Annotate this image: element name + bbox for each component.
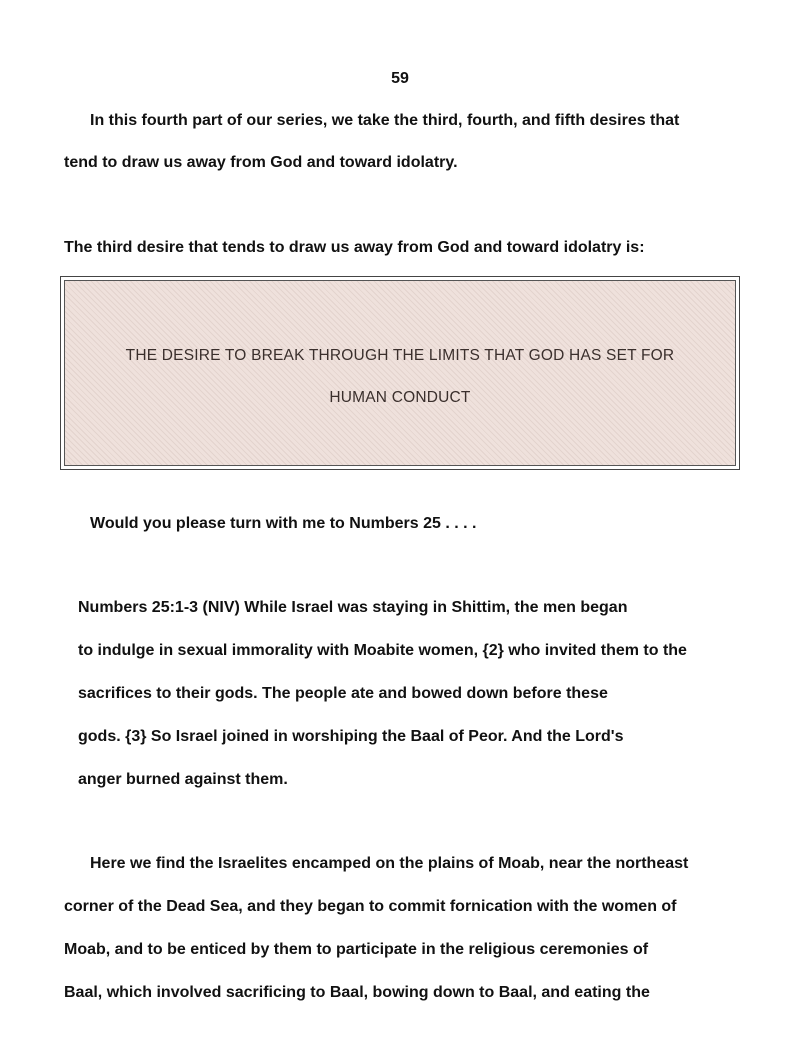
scripture-line-3: sacrifices to their gods. The people ate and bowed down before these bbox=[78, 685, 608, 702]
commentary-line-4: Baal, which involved sacrificing to Baal, bowing down to Baal, and eating the bbox=[64, 984, 650, 1001]
scripture-line-2: to indulge in sexual immorality with Moabite women, {2} who invited them to the bbox=[78, 642, 687, 659]
scripture-line-5: anger burned against them. bbox=[78, 771, 288, 788]
scripture-line-4: gods. {3} So Israel joined in worshiping the Baal of Peor. And the Lord's bbox=[78, 728, 624, 745]
intro-line-2: tend to draw us away from God and toward idolatry. bbox=[64, 154, 458, 171]
desire-highlight-box bbox=[60, 276, 740, 470]
desire-box-line-1: THE DESIRE TO BREAK THROUGH THE LIMITS THAT GOD HAS SET FOR bbox=[125, 347, 675, 364]
commentary-line-1: Here we find the Israelites encamped on the plains of Moab, near the northeast bbox=[90, 855, 689, 872]
commentary-line-3: Moab, and to be enticed by them to participate in the religious ceremonies of bbox=[64, 941, 649, 958]
desire-box-line-2: HUMAN CONDUCT bbox=[329, 389, 471, 406]
third-desire-intro: The third desire that tends to draw us away from God and toward idolatry is: bbox=[64, 239, 645, 256]
turn-to-numbers: Would you please turn with me to Numbers 25 . . . . bbox=[90, 515, 477, 532]
scripture-line-1: Numbers 25:1-3 (NIV) While Israel was staying in Shittim, the men began bbox=[78, 599, 628, 616]
commentary-line-2: corner of the Dead Sea, and they began to commit fornication with the women of bbox=[64, 898, 677, 915]
page-number: 59 bbox=[391, 70, 409, 87]
desire-highlight-inner bbox=[64, 280, 736, 466]
intro-line-1: In this fourth part of our series, we take the third, fourth, and fifth desires that bbox=[90, 112, 680, 129]
